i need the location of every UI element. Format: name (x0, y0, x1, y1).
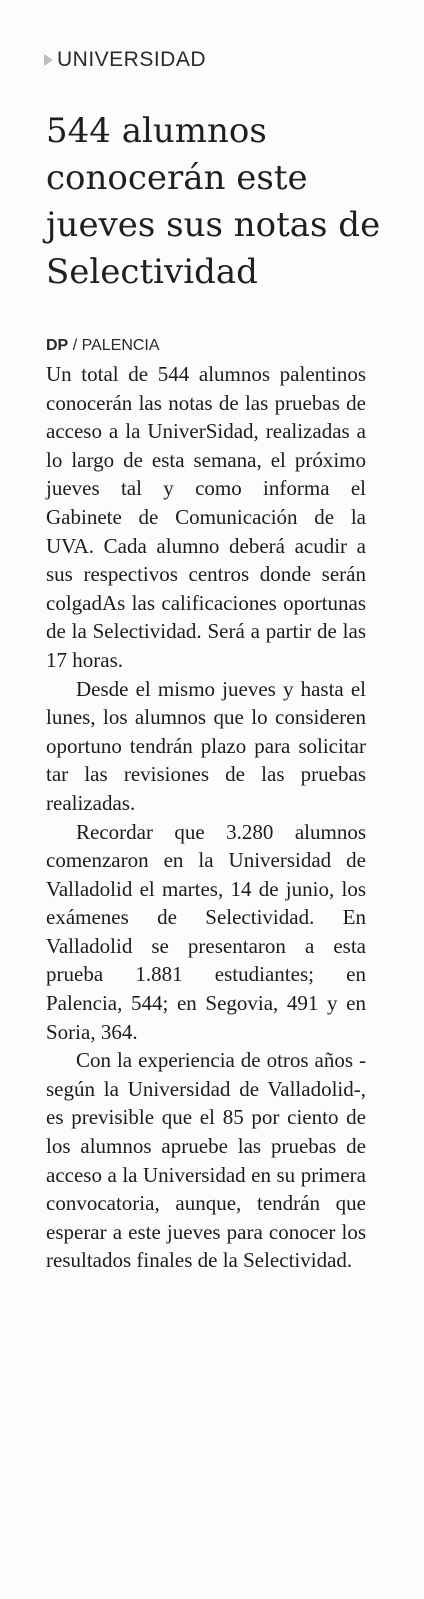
article-body (46, 360, 366, 1275)
byline (46, 337, 160, 355)
byline-location: PALENCIA (81, 337, 160, 354)
section-arrow-icon (44, 54, 53, 66)
article-paragraph: Con la experiencia de otros años -según la Universidad de Valladolid-, es previsible que el 85 por ciento de los alumnos apruebe las pruebas de acceso a la Universidad en su primera convocatoria, aunque, tendrán que esperar a este jueves para conocer los resultados finales de la Selectividad. (46, 1048, 366, 1273)
article-paragraph: Recordar que 3.280 alumnos comenzaron en la Universidad de Valladolid el martes, 14 de junio, los exámenes de Selectividad. En Valladolid se presentaron a esta prueba 1.881 estudiantes; en Palencia, 544; en Segovia, 491 y en Soria, 364. (46, 819, 366, 1044)
section-label: UNIVERSIDAD (57, 48, 207, 71)
byline-separator: / (72, 337, 78, 354)
article-paragraph: Un total de 544 alumnos palentinos conocerán las notas de las pruebas de acceso a la UniverSidad, realizadas a lo largo de esta semana, el próximo jueves tal y como informa el Gabinete de Comunicación de la UVA. Cada alumno deberá acudir a sus respectivos centros donde serán colgadAs las calificaciones oportunas de la Selectividad. Será a partir de las 17 horas. (46, 362, 366, 672)
section-tag (44, 48, 206, 72)
byline-agency: DP (46, 337, 69, 354)
article-headline: 544 alumnos conocerán este jueves sus notas de Selectividad (46, 111, 381, 292)
article-paragraph: Desde el mismo jueves y hasta el lunes, los alumnos que lo consideren oportuno tendrán plazo para solicitar tar las revisiones de las pruebas realizadas. (46, 676, 366, 815)
